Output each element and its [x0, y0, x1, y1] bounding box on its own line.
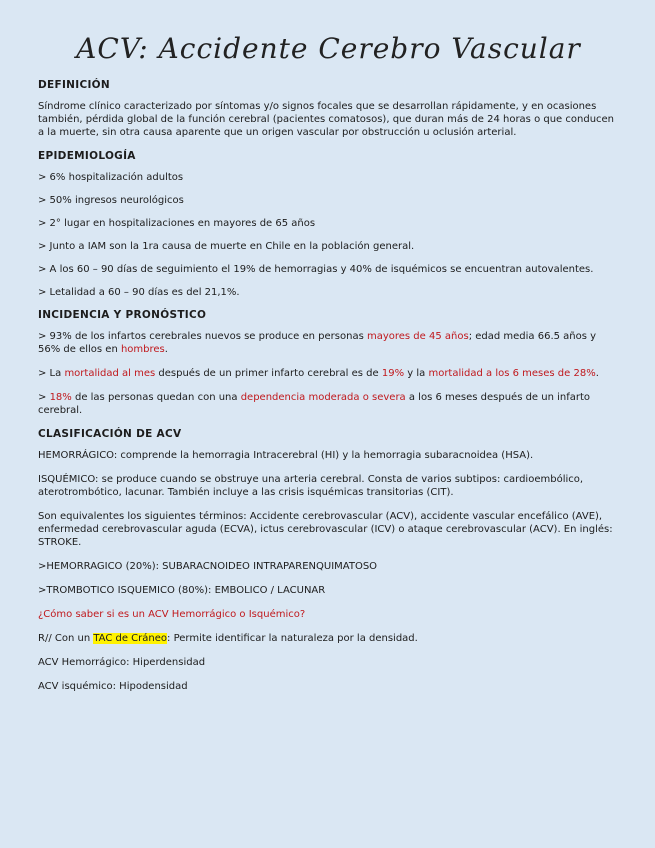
incidencia-heading: INCIDENCIA Y PRONÓSTICO [38, 309, 207, 321]
text-run: > La [38, 368, 65, 379]
hemorragico-tac-text: ACV Hemorrágico: Hiperdensidad [38, 657, 206, 668]
list-item: > Junto a IAM son la 1ra causa de muerte en Chile en la población general. [38, 241, 415, 252]
list-item: > A los 60 – 90 días de seguimiento el 19% de hemorragias y 40% de isquémicos se encuentran autovalentes. [38, 264, 594, 275]
incidencia-paragraph-2 [38, 367, 619, 380]
incidencia-paragraph-1 [38, 330, 619, 356]
page-title: ACV: Accidente Cerebro Vascular [76, 32, 581, 65]
definicion-text: Síndrome clínico caracterizado por síntomas y/o signos focales que se desarrollan rápidamente, y en ocasiones también, pérdida global de la función cerebral (pacientes comatosos), que duran más de 24 horas o que conducen a la muerte, sin otra causa aparente que un origen vascular por obstrucción u oclusión arterial. [38, 101, 615, 138]
text-run: ; edad media 66.5 años y 56% de ellos en [38, 331, 597, 355]
text-run: . [164, 344, 168, 355]
list-item: > 2° lugar en hospitalizaciones en mayores de 65 años [38, 218, 316, 229]
tac-highlight: TAC de Cráneo [93, 633, 168, 644]
list-item: > 6% hospitalización adultos [38, 172, 184, 183]
highlight-text: mayores de 45 años [366, 331, 469, 342]
incidencia-paragraph-3 [38, 391, 619, 417]
text-run: > 93% de los infartos cerebrales nuevos se produce en personas [38, 331, 367, 342]
highlight-text: 18% [49, 392, 72, 403]
highlight-text: 19% [381, 368, 405, 379]
isquemico-text: ISQUÉMICO: se produce cuando se obstruye una arteria cerebral. Consta de varios subtipos: cardioembólico, aterotrombótico, lacunar. También incluye a las crisis isquémicas transitorias (CIT). [38, 474, 584, 498]
equivalentes-text: Son equivalentes los siguientes términos: Accidente cerebrovascular (ACV), accidente vascular encefálico (AVE), enfermedad cerebrovascular aguda (ECVA), ictus cerebrovascular (ICV) o ataque cerebrovascular (ACV). En inglés: STROKE. [38, 511, 613, 548]
hemorragico-line: >HEMORRAGICO (20%): SUBARACNOIDEO INTRAPARENQUIMATOSO [38, 561, 378, 572]
text-run: a los 6 meses después de un infarto cerebral. [38, 392, 591, 416]
highlight-text: mortalidad al mes [64, 368, 156, 379]
isquemico-line: >TROMBOTICO ISQUEMICO (80%): EMBOLICO / LACUNAR [38, 585, 326, 596]
isquemico-tac-text: ACV isquémico: Hipodensidad [38, 681, 188, 692]
list-item: > Letalidad a 60 – 90 días es del 21,1%. [38, 287, 240, 298]
text-run: de las personas quedan con una [71, 392, 241, 403]
hemorragico-text: HEMORRÁGICO: comprende la hemorragia Intracerebral (HI) y la hemorragia subaracnoidea (HSA). [38, 450, 534, 461]
text-run: . [595, 368, 599, 379]
text-run: : Permite identificar la naturaleza por la densidad. [167, 633, 418, 644]
highlight-text: hombres [120, 344, 165, 355]
text-run: y la [404, 368, 429, 379]
respuesta-text [38, 632, 619, 645]
highlight-text: mortalidad a los 6 meses de 28% [428, 368, 596, 379]
clasificacion-heading: CLASIFICACIÓN DE ACV [38, 428, 182, 440]
definicion-heading: DEFINICIÓN [38, 79, 110, 91]
text-run: después de un primer infarto cerebral es de [155, 368, 382, 379]
epidemiologia-list [38, 171, 619, 299]
text-run: > [38, 392, 50, 403]
text-run: R// Con un [38, 633, 94, 644]
epidemiologia-heading: EPIDEMIOLOGÍA [38, 150, 136, 162]
highlight-text: dependencia moderada o severa [240, 392, 406, 403]
list-item: > 50% ingresos neurológicos [38, 195, 184, 206]
pregunta-text: ¿Cómo saber si es un ACV Hemorrágico o Isquémico? [38, 609, 306, 620]
